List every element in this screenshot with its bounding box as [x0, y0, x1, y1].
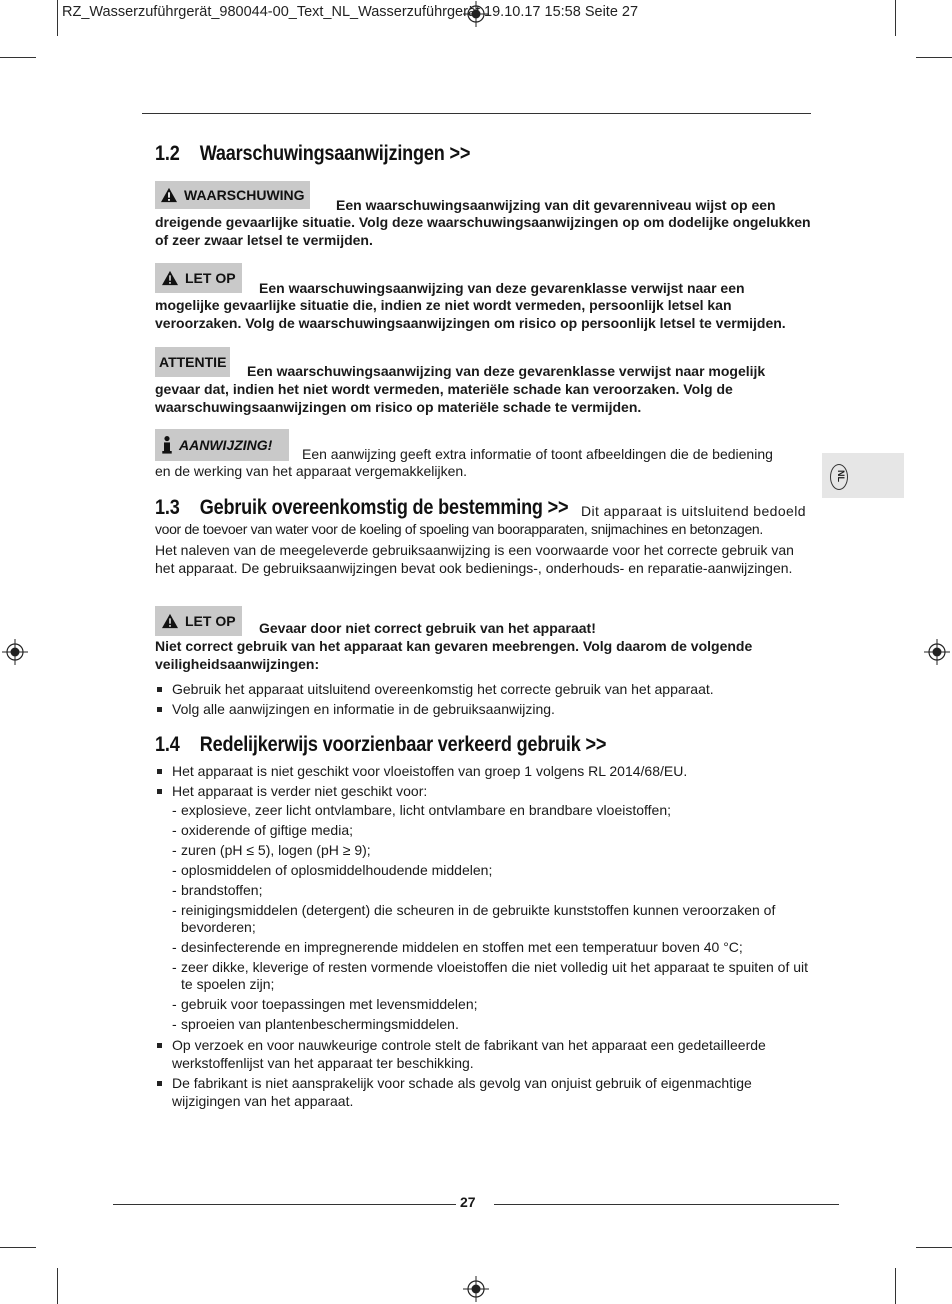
warning-text-first-line: Een waarschuwingsaanwijzing van dit gevarenniveau wijst op een	[336, 197, 776, 213]
caution-badge-label: LET OP	[185, 613, 236, 629]
section-title: Gebruik overeenkomstig de bestemming >>	[199, 496, 569, 519]
notice-badge-label: AANWIJZING!	[179, 437, 273, 453]
notice-text-first-line: Een aanwijzing geeft extra informatie of toont afbeeldingen die de bediening	[302, 446, 773, 462]
section-paragraph: Het naleven van de meegeleverde gebruiksaanwijzing is een voorwaarde voor het correcte gebruik van het apparaat. De gebruiksaanwijzingen bevat ook bedienings-, onderhouds- en reparatie-aanwijzingen.	[155, 542, 794, 576]
crop-mark	[57, 1268, 58, 1304]
top-rule	[142, 113, 811, 114]
list-item: - explosieve, zeer licht ontvlambare, licht ontvlambare en brandbare vloeistoffen;	[172, 802, 811, 819]
warning-text: dreigende gevaarlijke situatie. Volg deze waarschuwingsaanwijzingen op om dodelijke ongelukken of zeer zwaar letsel te vermijden.	[155, 214, 811, 248]
section-heading-1-3	[155, 496, 568, 520]
list-item: Gebruik het apparaat uitsluitend overeenkomstig het correcte gebruik van het apparaat.	[155, 680, 811, 698]
list-item: - brandstoffen;	[172, 882, 811, 899]
footer-rule-right	[494, 1204, 839, 1205]
list-item: - zeer dikke, kleverige of resten vormende vloeistoffen die niet volledig uit het apparaat te spuiten of uit te spoelen zijn;	[172, 959, 811, 993]
list-item: De fabrikant is niet aansprakelijk voor schade als gevolg van onjuist gebruik of eigenmachtige wijzigingen van het apparaat.	[155, 1074, 811, 1110]
notice-badge	[155, 429, 289, 461]
caution-text-first-line: Een waarschuwingsaanwijzing van deze gevarenklasse verwijst naar een	[259, 280, 745, 296]
section-number: 1.2	[155, 142, 180, 165]
page-number: 27	[460, 1194, 476, 1210]
warning-badge-label: WAARSCHUWING	[184, 187, 305, 203]
section-intro: voor de toevoer van water voor de koeling of spoeling van boorapparaten, snijmachines en betonzagen.	[155, 521, 763, 537]
crop-mark	[895, 0, 896, 36]
crop-mark	[0, 1247, 36, 1248]
registration-mark-icon	[2, 639, 28, 665]
list-item: - sproeien van plantenbeschermingsmiddelen.	[172, 1016, 811, 1033]
attention-text: gevaar dat, indien het niet wordt vermeden, materiële schade kan veroorzaken. Volg de waarschuwingsaanwijzingen om risico op materiële schade te vermijden.	[155, 381, 733, 415]
list-item: Op verzoek en voor nauwkeurige controle stelt de fabrikant van het apparaat een gedetailleerde werkstoffenlijst van het apparaat ter beschikking.	[155, 1036, 811, 1072]
list-item: - zuren (pH ≤ 5), logen (pH ≥ 9);	[172, 842, 811, 859]
list-item: Het apparaat is niet geschikt voor vloeistoffen van groep 1 volgens RL 2014/68/EU.	[155, 762, 811, 780]
warning-triangle-icon	[160, 187, 178, 203]
section-number: 1.3	[155, 496, 180, 519]
section-title: Waarschuwingsaanwijzingen >>	[199, 142, 471, 165]
crop-mark	[895, 1268, 896, 1304]
list-item: - oxiderende of giftige media;	[172, 822, 811, 839]
info-icon	[161, 435, 173, 455]
section-heading-1-2	[155, 142, 470, 166]
caution-text: mogelijke gevaarlijke situatie die, indien ze niet wordt vermeden, persoonlijk letsel kan veroorzaken. Volg de waarschuwingsaanwijzingen om risico op persoonlijk letsel te vermijden.	[155, 297, 786, 331]
list-item: - gebruik voor toepassingen met levensmiddelen;	[172, 996, 811, 1013]
caution-text-first-line: Gevaar door niet correct gebruik van het apparaat!	[259, 620, 596, 636]
warning-triangle-icon	[161, 613, 179, 629]
print-slug-line: RZ_Wasserzuführgerät_980044-00_Text_NL_Wasserzuführgerät 19.10.17 15:58 Seite 27	[62, 4, 639, 20]
crop-mark	[0, 57, 36, 58]
section-intro-inline: Dit apparaat is uitsluitend bedoeld	[581, 503, 806, 519]
usage-bullet-list	[155, 680, 811, 720]
warning-badge	[155, 181, 310, 209]
caution-text: Niet correct gebruik van het apparaat kan gevaren meebrengen. Volg daarom de volgende veiligheidsaanwijzingen:	[155, 638, 753, 672]
caution-badge-label: LET OP	[185, 270, 236, 286]
crop-mark	[57, 0, 58, 36]
list-item: - oplosmiddelen of oplosmiddelhoudende middelen;	[172, 862, 811, 879]
list-item: - reinigingsmiddelen (detergent) die scheuren in de gebruikte kunststoffen kunnen veroorzaken of bevorderen;	[172, 902, 811, 936]
registration-mark-icon	[924, 639, 950, 665]
crop-mark	[916, 57, 952, 58]
section-number: 1.4	[155, 733, 180, 756]
list-item: - desinfecterende en impregnerende middelen en stoffen met een temperatuur boven 40 °C;	[172, 939, 811, 956]
caution-badge	[155, 263, 242, 293]
unsuitable-media-list	[155, 802, 811, 1033]
language-tab-label: NL	[836, 470, 846, 482]
list-item: Volg alle aanwijzingen en informatie in de gebruiksaanwijzing.	[155, 700, 811, 718]
attention-text-first-line: Een waarschuwingsaanwijzing van deze gevarenklasse verwijst naar mogelijk	[247, 363, 766, 379]
crop-mark	[916, 1247, 952, 1248]
attention-badge	[155, 347, 230, 377]
language-tab	[822, 453, 904, 498]
section-heading-1-4	[155, 733, 606, 757]
registration-mark-icon	[463, 1276, 489, 1302]
notice-text: en de werking van het apparaat vergemakkelijken.	[155, 463, 468, 479]
section-title: Redelijkerwijs voorzienbaar verkeerd gebruik >>	[199, 733, 607, 756]
footer-rule-left	[113, 1204, 456, 1205]
language-tab-marker	[830, 464, 848, 490]
warning-triangle-icon	[161, 270, 179, 286]
list-item: Het apparaat is verder niet geschikt voor:	[155, 782, 811, 800]
misuse-list	[155, 762, 811, 1112]
attention-badge-label: ATTENTIE	[159, 354, 227, 370]
caution-badge	[155, 606, 242, 636]
